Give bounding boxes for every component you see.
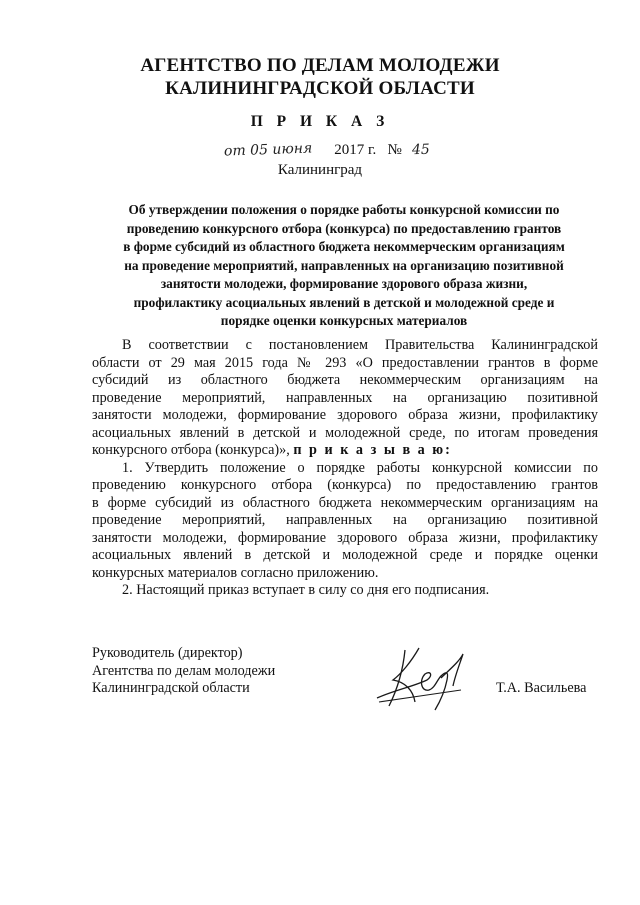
date-number-line	[224, 142, 429, 159]
item-1-line: занятости молодежи, формирование здорового образа жизни, профилактику	[92, 529, 598, 546]
preamble-line: области от 29 мая 2015 года № 293 «О предоставлении грантов в форме	[92, 354, 598, 371]
item-1-line: в форме субсидий из областного бюджета некоммерческим организациям на	[92, 494, 598, 511]
agency-name	[0, 54, 640, 100]
handwritten-number: 45	[411, 141, 430, 159]
subject-line: на проведение мероприятий, направленных на организацию позитивной	[124, 257, 564, 273]
subject-line: в форме субсидий из областного бюджета некоммерческим организациям	[123, 239, 565, 254]
year-text: 2017 г.	[334, 142, 377, 158]
order-word: п р и к а з ы в а ю:	[293, 442, 452, 458]
subject-line: занятости молодежи, формирование здорового образа жизни,	[160, 276, 528, 291]
document-type: П Р И К А З	[250, 113, 390, 130]
number-label: №	[387, 142, 402, 158]
agency-line-2: КАЛИНИНГРАДСКОЙ ОБЛАСТИ	[165, 78, 475, 99]
agency-line-1: АГЕНТСТВО ПО ДЕЛАМ МОЛОДЕЖИ	[140, 55, 500, 76]
preamble-line: проведение мероприятий, направленных на организацию позитивной	[92, 389, 598, 406]
document-subject	[84, 201, 604, 331]
preamble-last-text: конкурсного отбора (конкурса)»,	[92, 442, 290, 458]
handwritten-signature	[375, 640, 465, 712]
handwritten-date: от 05 июня	[223, 140, 313, 160]
preamble-line: В соответствии с постановлением Правительства Калининградской	[122, 337, 598, 353]
city: Калининград	[277, 162, 363, 178]
preamble-line: субсидий из областного бюджета некоммерческим организациям на	[92, 372, 598, 388]
item-1-line: 1. Утвердить положение о порядке работы конкурсной комиссии по	[122, 459, 598, 476]
item-1-last-line: конкурсных материалов согласно приложению.	[92, 564, 379, 581]
signatory-name: Т.А. Васильева	[496, 680, 587, 696]
item-1-line: проведение мероприятий, направленных на организацию позитивной	[92, 512, 598, 528]
item-1-line: асоциальных явлений в детской и молодежной среде и порядке оценки	[92, 547, 598, 563]
signatory-position	[92, 645, 275, 698]
subject-line: профилактику асоциальных явлений в детской и молодежной среде и	[133, 294, 555, 310]
document-body	[92, 337, 598, 600]
subject-line: порядке оценки конкурсных материалов	[220, 313, 468, 328]
position-line-1: Руководитель (директор)	[92, 645, 243, 661]
preamble-last-line	[92, 442, 598, 460]
preamble-line: асоциальных явлений в детской и молодежной среде, по итогам проведения	[92, 424, 598, 441]
subject-line: проведению конкурсного отбора (конкурса) по предоставлению грантов	[126, 220, 562, 236]
position-line-3: Калининградской области	[92, 680, 250, 696]
subject-line: Об утверждении положения о порядке работы конкурсной комиссии по	[128, 202, 560, 217]
item-2: 2. Настоящий приказ вступает в силу со дня его подписания.	[122, 582, 490, 598]
position-line-2: Агентства по делам молодежи	[92, 662, 276, 679]
item-1-line: проведению конкурсного отбора (конкурса) по предоставлению грантов	[92, 477, 598, 493]
preamble-line: занятости молодежи, формирование здорового образа жизни, профилактику	[92, 407, 598, 423]
